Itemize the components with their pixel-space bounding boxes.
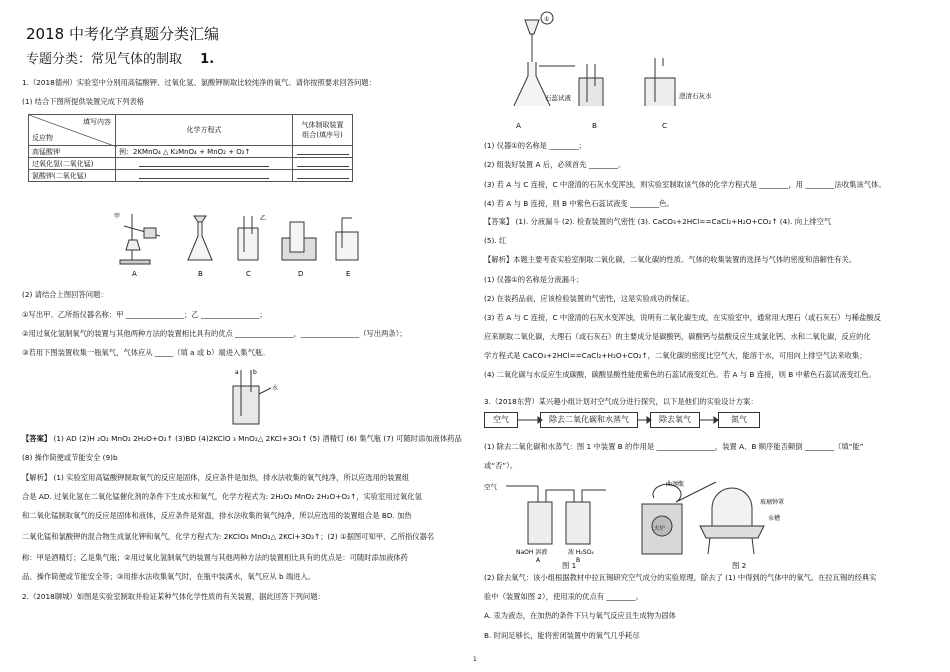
q2-answer: 【答案】 (1). 分液漏斗 (2). 检查装置的气密性 (3). CaCO₃+2HCl==CaCl₂+H₂O+CO₂↑ (4). 向上排空气 bbox=[484, 217, 832, 226]
header-device-2: 组合(填序号) bbox=[302, 131, 343, 139]
page-title: 2018 中考化学真题分类汇编 bbox=[26, 25, 219, 43]
q3-line3: (2) 除去氧气：该小组根据教材中拉瓦锡研究空气成分的实验原理，除去了 (1) 中得到的气体中的氧气。在拉瓦锡的经典实 bbox=[484, 573, 877, 582]
q1-explain-1: 【解析】 (1) 实验室用高锰酸钾制取氧气的反应是固体，反应条件是加热，排水法收集的氧气纯净，所以应选用的装置组 bbox=[22, 473, 410, 482]
fig-shirui-label: 石蕊试液 bbox=[545, 94, 571, 102]
row-name: 过氧化氢(二氧化锰) bbox=[29, 158, 116, 170]
row-answer-blank[interactable] bbox=[293, 170, 353, 182]
q2-explain-4: (3) 若 A 与 C 连接，C 中澄清的石灰水变浑浊，说明有二氧化碳生成，在实验室中，通常用大理石（或石灰石）与稀盐酸反 bbox=[484, 313, 881, 322]
answer-text: (1) AD (2)H ₂O₂ MnO₂ 2H₂O+O₂↑ (3)BD (4)2KClO ₃ MnO₂△ 2KCl+3O₂↑ (5) 酒精灯 (6) 集气瓶 (7) 可随时添加液体药品 bbox=[53, 434, 462, 443]
fig1-air: 空气 bbox=[484, 483, 497, 491]
q3-option-b: B. 时间足够长，能将密闭装置中的氧气几乎耗尽 bbox=[484, 631, 640, 640]
q1-answer bbox=[22, 434, 462, 443]
q3-option-a: A. 汞为液态，在加热的条件下只与氧气反应且生成物为固体 bbox=[484, 611, 676, 620]
flow-box-n2: 氮气 bbox=[718, 412, 760, 428]
q2-line4: (4) 若 A 与 B 连接，则 B 中紫色石蕊试液变 ________色。 bbox=[484, 199, 674, 208]
q1-line3: ③若用下图装置收集一瓶氧气，气体应从 _____（填 a 或 b）端进入集气瓶。 bbox=[22, 348, 270, 357]
fig1-naoh: NaOH 溶液 bbox=[516, 549, 548, 556]
fig1-h2so4: 浓 H₂SO₄ bbox=[568, 549, 594, 556]
section-subtitle bbox=[26, 52, 214, 67]
q2-explain-3: (2) 在装药品前，应该检验装置的气密性，这是实验成功的保证。 bbox=[484, 294, 694, 303]
table-row bbox=[29, 170, 353, 182]
q1-explain-4: 二氧化锰和氯酸钾的混合物生成氯化钾和氧气，化学方程式为: 2KClO₃ MnO₂△ 2KCl+3O₂↑；(2) ①据图可知甲、乙所指仪器名 bbox=[22, 532, 435, 541]
header-device-1: 气体制取装置 bbox=[301, 121, 344, 129]
row-equation-blank[interactable] bbox=[116, 170, 293, 182]
apparatus-figure bbox=[110, 208, 380, 280]
label-B: B bbox=[198, 270, 203, 278]
flow-box-remove-co2: 除去二氧化碳和水蒸气 bbox=[540, 412, 638, 428]
flow-box-remove-o2: 除去氧气 bbox=[650, 412, 700, 428]
q1-answer-2: (8) 操作简便或节能安全 (9)b bbox=[22, 453, 118, 462]
fig2-caption: 图 2 bbox=[732, 561, 747, 570]
fig2-zhao: 玻璃钟罩 bbox=[760, 499, 785, 506]
q3-line2: 或“否”）。 bbox=[484, 461, 518, 470]
q2-figure bbox=[495, 6, 755, 106]
row-name: 氯酸钾(二氧化锰) bbox=[29, 170, 116, 182]
fig-A: A bbox=[516, 121, 521, 130]
fig2-quhuo: 曲颈甑 bbox=[666, 481, 685, 488]
fig-circle-label: ① bbox=[544, 16, 550, 23]
q2-explain-1: 【解析】本题主要考查实验室制取二氧化碳，二氧化碳的性质。气体的收集装置的选择与气体的密度和溶解性有关。 bbox=[484, 255, 857, 264]
subtitle-number: 1. bbox=[200, 52, 215, 67]
header-device bbox=[293, 115, 353, 146]
q3-figure-2 bbox=[636, 468, 806, 568]
q2-explain-5: 应来制取二氧化碳，大理石（或石灰石）的主要成分是碳酸钙，碳酸钙与盐酸反应生成氯化钙、水和二氧化碳，反应的化 bbox=[484, 332, 871, 341]
row-answer-blank[interactable] bbox=[293, 146, 353, 158]
row-name: 高锰酸钾 bbox=[29, 146, 116, 158]
flow-arrows bbox=[516, 414, 756, 426]
fig1-b: B bbox=[576, 557, 581, 564]
q2-line3: (3) 若 A 与 C 连接，C 中澄清的石灰水变浑浊，则实验室制取该气体的化学方程式是 ________，用 ________法收集该气体。 bbox=[484, 180, 886, 189]
q2-answer-2: (5). 红 bbox=[484, 236, 507, 245]
q2-line1: (1) 仪器①的名称是 ________； bbox=[484, 141, 586, 150]
bottle-label-water: 水 bbox=[272, 385, 279, 392]
header-reactant: 反应物 bbox=[32, 134, 53, 142]
label-yi: 乙 bbox=[260, 215, 267, 222]
q3-intro: 3.（2018东营）某兴趣小组计划对空气成分进行探究，以下是他们的实验设计方案： bbox=[484, 397, 758, 406]
q2-explain-7: (4) 二氧化碳与水反应生成碳酸，碳酸显酸性能使紫色的石蕊试液变红色。若 A 与 B 连接，则 B 中紫色石蕊试液变红色。 bbox=[484, 370, 876, 379]
q2-explain-2: (1) 仪器①的名称是分液漏斗； bbox=[484, 275, 584, 284]
q1-line1: ①写出甲、乙所指仪器名称：甲 ________________；乙 ________________； bbox=[22, 310, 267, 319]
q3-line4: 验中（装置如图 2），使用汞的优点有 ________。 bbox=[484, 592, 643, 601]
gas-bottle-figure bbox=[225, 366, 285, 428]
label-E: E bbox=[346, 270, 351, 278]
fig-chengqing-label: 澄清石灰水 bbox=[679, 92, 712, 100]
bottle-label-b: b bbox=[253, 369, 257, 376]
q2-intro: 2.（2018聊城）如图是实验室制取并验证某种气体化学性质的有关装置，据此回答下列问题： bbox=[22, 592, 325, 601]
q1-table bbox=[28, 114, 353, 182]
table-row bbox=[29, 158, 353, 170]
fig1-a: A bbox=[536, 557, 541, 564]
fig-B: B bbox=[592, 121, 598, 130]
q2-line2: (2) 组装好装置 A 后，必须首先 ________。 bbox=[484, 160, 626, 169]
row-answer-blank[interactable] bbox=[293, 158, 353, 170]
q1-line2: ②用过氧化氢制氧气的装置与其他两种方法的装置相比具有的优点 ________________，________________（写出两条）； bbox=[22, 329, 407, 338]
bottle-label-a: a bbox=[235, 369, 239, 376]
q1-explain-2: 合是 AD. 过氧化氢在二氧化锰催化剂的条件下生成水和氧气，化学方程式为: 2H₂O₂ MnO₂ 2H₂O+O₂↑，实验室用过氧化氢 bbox=[22, 492, 422, 501]
fig2-gong: 汞槽 bbox=[768, 515, 781, 522]
answer-label: 【答案】 bbox=[22, 434, 52, 443]
q1-explain-6: 品、操作简便或节能安全等；③用排水法收集氧气时，在瓶中装满水，氧气应从 b 端进入。 bbox=[22, 572, 316, 581]
q1-explain-5: 称：甲是酒精灯；乙是集气瓶；②用过氧化氢制氧气的装置与其他两种方法的装置相比具有的优点是：可随时添加液体药 bbox=[22, 553, 408, 562]
row-equation: 例：2KMnO₄ △ K₂MnO₄ + MnO₂ + O₂↑ bbox=[116, 146, 293, 158]
table-row bbox=[29, 146, 353, 158]
fig1-caption: 图 1 bbox=[562, 561, 577, 570]
q2-explain-6: 学方程式是 CaCO₃+2HCl==CaCl₂+H₂O+CO₂↑，二氧化碳的密度比空气大，能溶于水，可用向上排空气法来收集； bbox=[484, 351, 867, 360]
q1-part1: (1) 结合下图所提供装置完成下列表格 bbox=[22, 97, 145, 106]
q1-intro: 1.（2018德州）实验室中分别用高锰酸钾、过氧化氢、氯酸钾制取比较纯净的氧气。请你按照要求回答问题： bbox=[22, 78, 376, 87]
fig2-furnace: 火炉 bbox=[654, 526, 666, 532]
q1-part2: (2) 请结合上图回答问题： bbox=[22, 290, 108, 299]
fig-C: C bbox=[662, 121, 668, 130]
label-D: D bbox=[298, 270, 304, 278]
row-equation-blank[interactable] bbox=[116, 158, 293, 170]
header-equation: 化学方程式 bbox=[116, 115, 293, 146]
q3-figure-1 bbox=[484, 476, 624, 566]
page-number: 1 bbox=[473, 656, 477, 663]
label-jia: 甲 bbox=[114, 213, 121, 220]
table-header-diagonal bbox=[29, 115, 116, 146]
q1-explain-3: 和二氧化锰制取氧气的反应是固体和液体，反应条件是常温，排水法收集的氧气纯净，所以应选用的装置组合是 BD. 加热 bbox=[22, 511, 412, 520]
label-A: A bbox=[132, 270, 137, 278]
subtitle-text: 专题分类：常见气体的制取 bbox=[26, 52, 183, 67]
label-C: C bbox=[246, 270, 251, 278]
flow-box-air: 空气 bbox=[484, 412, 518, 428]
q3-line1: (1) 除去二氧化碳和水蒸气：图 1 中装置 B 的作用是 ________________，装置 A、B 顺序能否颠倒 ________（填“能” bbox=[484, 442, 864, 451]
header-fill: 填写内容 bbox=[83, 118, 111, 126]
